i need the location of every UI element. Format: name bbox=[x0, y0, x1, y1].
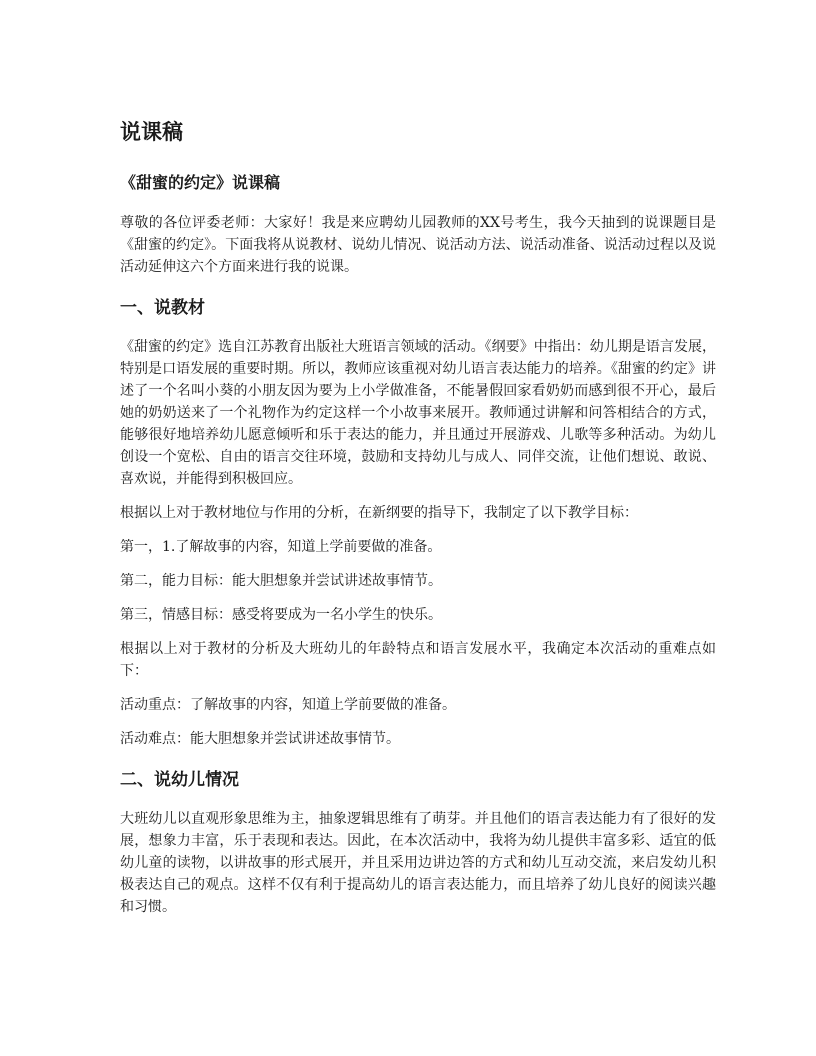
paragraph: 第一，1.了解故事的内容，知道上学前要做的准备。 bbox=[120, 539, 442, 555]
intro-paragraph: 尊敬的各位评委老师：大家好！我是来应聘幼儿园教师的XX号考生，我今天抽到的说课题目是《甜蜜的约定》。下面我将从说教材、说幼儿情况、说活动方法、说活动准备、说活动过程以及说活动延伸这六个方面来进行我的说课。 bbox=[120, 215, 716, 275]
paragraph: 第二，能力目标：能大胆想象并尝试讲述故事情节。 bbox=[120, 573, 442, 589]
paragraph: 活动重点：了解故事的内容，知道上学前要做的准备。 bbox=[120, 697, 456, 713]
paragraph: 大班幼儿以直观形象思维为主，抽象逻辑思维有了萌芽。并且他们的语言表达能力有了很好的发展，想象力丰富，乐于表现和表达。因此，在本次活动中，我将为幼儿提供丰富多彩、适宜的低幼儿童的读物，以讲故事的形式展开，并且采用边讲边答的方式和幼儿互动交流，来启发幼儿积极表达自己的观点。这样不仅有利于提高幼儿的语言表达能力，而且培养了幼儿良好的阅读兴趣和习惯。 bbox=[120, 811, 716, 915]
section-heading-children-situation: 二、说幼儿情况 bbox=[120, 770, 239, 790]
paragraph: 根据以上对于教材地位与作用的分析，在新纲要的指导下，我制定了以下教学目标： bbox=[120, 505, 638, 521]
document-title: 说课稿 bbox=[120, 120, 183, 144]
document-subtitle: 《甜蜜的约定》说课稿 bbox=[120, 173, 281, 192]
section-heading-teaching-material: 一、说教材 bbox=[120, 298, 205, 318]
paragraph: 活动难点：能大胆想象并尝试讲述故事情节。 bbox=[120, 731, 400, 747]
paragraph: 第三，情感目标：感受将要成为一名小学生的快乐。 bbox=[120, 607, 442, 623]
paragraph: 《甜蜜的约定》选自江苏教育出版社大班语言领域的活动。《纲要》中指出：幼儿期是语言发展，特别是口语发展的重要时期。所以，教师应该重视对幼儿语言表达能力的培养。《甜蜜的约定》讲述了一个名叫小葵的小朋友因为要为上小学做准备，不能暑假回家看奶奶而感到很不开心，最后她的奶奶送来了一个礼物作为约定这样一个小故事来展开。教师通过讲解和问答相结合的方式，能够很好地培养幼儿愿意倾听和乐于表达的能力，并且通过开展游戏、儿歌等多种活动。为幼儿创设一个宽松、自由的语言交往环境，鼓励和支持幼儿与成人、同伴交流，让他们想说、敢说、喜欢说，并能得到积极回应。 bbox=[120, 339, 716, 487]
paragraph: 根据以上对于教材的分析及大班幼儿的年龄特点和语言发展水平，我确定本次活动的重难点如下： bbox=[120, 641, 716, 679]
